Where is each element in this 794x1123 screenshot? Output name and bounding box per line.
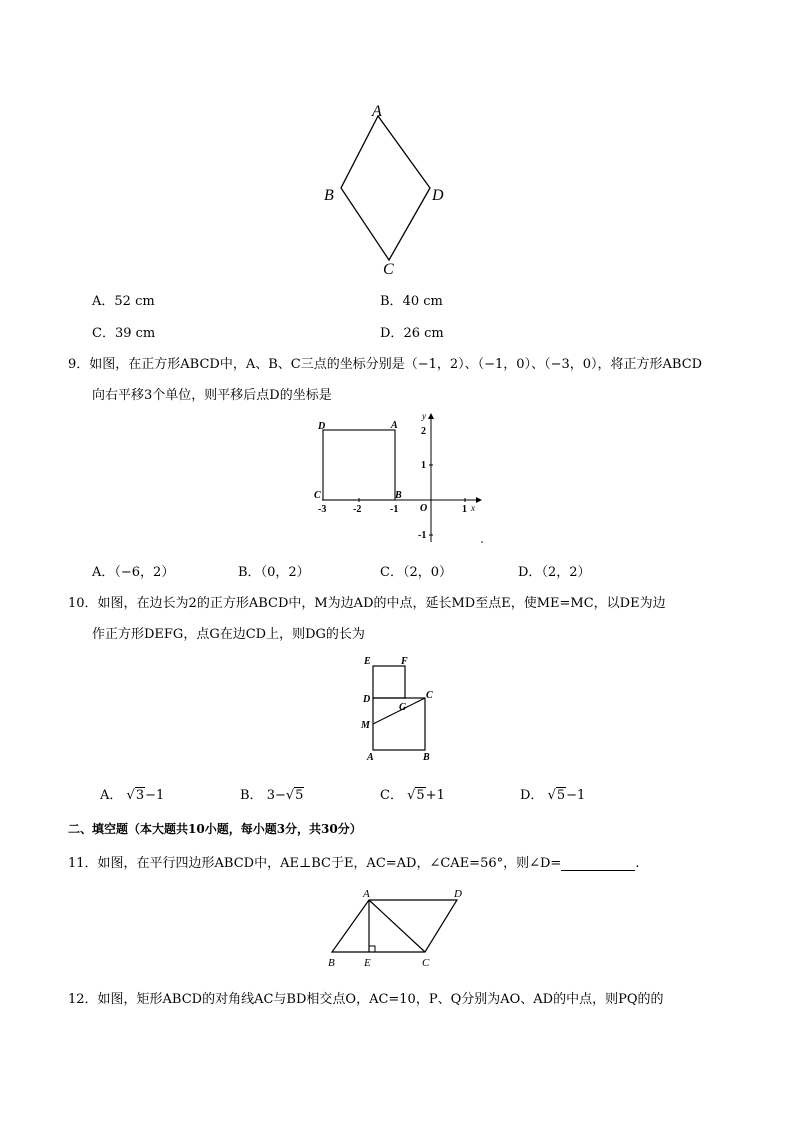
point-label-b: B (423, 752, 430, 763)
q10-option-c[interactable] (380, 784, 445, 803)
point-label-m: M (361, 720, 370, 731)
q9-stem-line2: 向右平移3个单位，则平移后点D的坐标是 (92, 388, 332, 403)
square-abcd (323, 430, 395, 500)
radicand: 5 (556, 788, 566, 803)
sqrt-symbol: √3 (126, 788, 145, 803)
y-tick-label: -1 (418, 530, 427, 541)
y-axis-label: y (422, 411, 426, 421)
point-label-d: D (454, 888, 462, 900)
option-key: C． (92, 326, 115, 341)
option-key: B． (240, 788, 263, 803)
q12-stem: 12．如图，矩形ABCD的对角线AC与BD相交点O，AC=10，P、Q分别为AO、AD的中点，则PQ的的 (68, 992, 664, 1007)
x-tick-label: -2 (353, 504, 362, 515)
q9-stem-line1: 9．如图，在正方形ABCD中，A、B、C三点的坐标分别是（−1，2）、（−1，0）、（−3，0），将正方形ABCD (68, 357, 703, 372)
option-key: B． (238, 565, 261, 580)
point-label-e: E (364, 957, 371, 969)
vertex-label-d: D (432, 187, 444, 204)
point-label-c: C (426, 690, 433, 701)
y-tick-label: 1 (421, 460, 426, 471)
point-label-e: E (364, 656, 371, 667)
option-key: D． (520, 788, 544, 803)
x-tick-label: -3 (318, 504, 327, 515)
q10-stem-line1: 10．如图，在边长为2的正方形ABCD中，M为边AD的中点，延长MD至点E，使ME=MC，以DE为边 (68, 596, 666, 611)
point-label-f: F (401, 656, 408, 667)
q10-stem-line2: 作正方形DEFG，点G在边CD上，则DG的长为 (92, 627, 365, 642)
point-label-a: A (367, 752, 374, 763)
rhombus-figure (320, 100, 450, 280)
radicand: 5 (416, 788, 425, 803)
point-label-a: A (391, 420, 398, 431)
point-label-d: D (363, 694, 371, 705)
segment-ac (369, 900, 425, 952)
q9-option-c[interactable] (380, 561, 452, 580)
option-key: C． (380, 788, 403, 803)
option-text: （0，2） (260, 565, 310, 580)
option-text: 39 cm (114, 326, 156, 341)
section-heading: 二、填空题（本大题共10小题，每小题3分，共30分） (68, 822, 362, 836)
x-axis-label: x (471, 503, 475, 513)
q9-option-a[interactable] (92, 561, 174, 580)
point-label-b: B (395, 490, 402, 501)
option-text: 52 cm (114, 294, 155, 309)
q8-option-d[interactable] (380, 322, 444, 341)
option-text: （2，0） (402, 565, 452, 580)
point-label-d: D (318, 421, 326, 432)
q11-stem (68, 852, 639, 871)
parallelogram-figure (322, 882, 472, 972)
option-text: （−6，2） (114, 565, 175, 580)
q8-option-b[interactable] (380, 290, 443, 309)
parallelogram-abcd (332, 900, 457, 952)
radicand: 5 (295, 788, 304, 803)
q9-option-b[interactable] (238, 561, 310, 580)
sqrt-symbol: √5 (407, 788, 425, 803)
q11-end: . (635, 856, 640, 871)
sqrt-symbol: √5 (285, 788, 304, 803)
q9-option-d[interactable] (518, 561, 590, 580)
vertex-label-a: A (372, 103, 382, 120)
option-key: D． (380, 326, 404, 341)
point-label-b: B (328, 957, 335, 969)
x-axis-arrow (476, 497, 482, 503)
q8-option-a[interactable] (92, 290, 155, 309)
option-text: 26 cm (403, 326, 444, 341)
right-angle-mark (369, 946, 375, 952)
option-suffix: −1 (145, 788, 165, 803)
option-prefix: 3− (266, 788, 286, 803)
q10-option-d[interactable] (520, 784, 585, 803)
y-axis-arrow (428, 413, 434, 419)
option-key: B． (380, 294, 403, 309)
y-tick-label: 2 (421, 426, 426, 437)
point-label-a: A (363, 888, 370, 900)
q10-option-a[interactable] (100, 784, 164, 803)
q8-option-c[interactable] (92, 322, 155, 341)
square-defg-figure (356, 650, 446, 765)
option-key: A． (92, 565, 115, 580)
option-text: 40 cm (402, 294, 443, 309)
radicand: 3 (135, 788, 145, 803)
option-key: A． (92, 294, 115, 309)
vertex-label-c: C (383, 261, 394, 278)
q10-option-b[interactable] (240, 784, 304, 803)
coordinate-square-figure (310, 410, 490, 550)
rhombus-shape (341, 116, 430, 260)
x-tick-label: 1 (462, 504, 467, 515)
option-suffix: −1 (566, 788, 586, 803)
x-tick-label: -1 (390, 504, 399, 515)
point-label-c: C (422, 957, 430, 969)
sqrt-symbol: √5 (547, 788, 566, 803)
origin-label: O (420, 503, 428, 514)
point-label-g: G (399, 702, 407, 713)
square-defg (373, 666, 405, 698)
point-label-c: C (314, 490, 321, 501)
vertex-label-b: B (324, 187, 334, 204)
option-key: C． (380, 565, 403, 580)
option-key: A． (100, 788, 123, 803)
option-text: （2，2） (541, 565, 591, 580)
q11-text: 11．如图，在平行四边形ABCD中，AE⊥BC于E，AC=AD，∠CAE=56°，则∠D= (68, 856, 562, 871)
answer-blank[interactable] (561, 857, 635, 871)
option-suffix: +1 (425, 788, 445, 803)
option-key: D． (518, 565, 542, 580)
